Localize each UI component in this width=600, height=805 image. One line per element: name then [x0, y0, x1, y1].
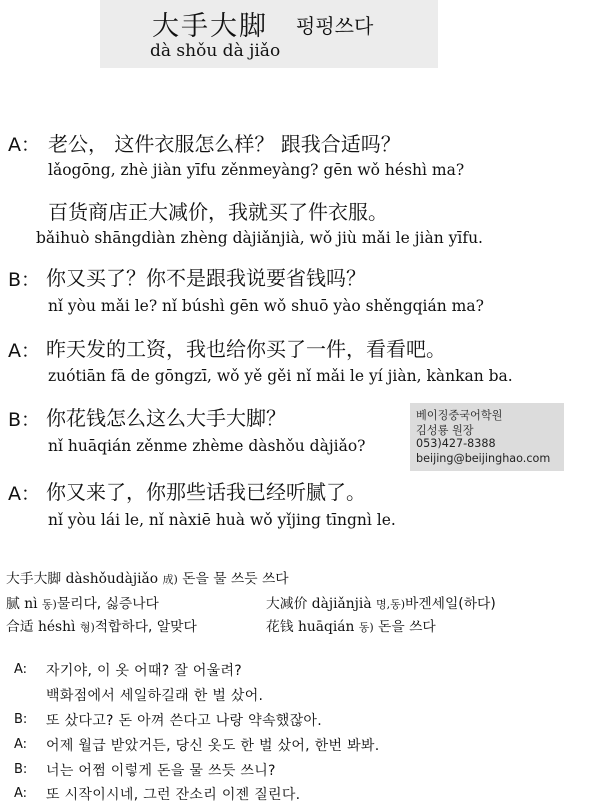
- dialogue-pinyin-line: nǐ yòu lái le, nǐ nàxiē huà wǒ yǐjing tīngnì le.: [48, 511, 396, 529]
- translation-line: 너는 어쩜 이렇게 돈을 물 쓰듯 쓰니?: [46, 763, 276, 779]
- dialogue-speaker: B：: [8, 269, 41, 291]
- vocab-tag: 동): [358, 621, 374, 634]
- vocab-word: 腻: [6, 596, 20, 612]
- vocab-entry: [266, 615, 436, 635]
- translation-line: 또 샀다고? 돈 아껴 쓴다고 나랑 약속했잖아.: [46, 713, 322, 729]
- dialogue-chinese-line: 昨天发的工资，我也给你买了一件，看看吧。: [46, 337, 446, 361]
- dialogue-speaker: A：: [8, 340, 40, 362]
- title-chinese: 大手大脚: [152, 11, 268, 42]
- vocab-pinyin: héshì: [37, 619, 76, 635]
- dialogue-chinese-line: 你又来了，你那些话我已经听腻了。: [46, 480, 366, 504]
- vocab-pinyin: nì: [24, 596, 38, 612]
- vocab-pinyin: huāqián: [297, 619, 355, 635]
- translation-speaker: A:: [14, 737, 28, 752]
- vocab-entry: [6, 567, 289, 587]
- vocab-entry: [266, 592, 496, 612]
- dialogue-speaker: A：: [8, 483, 40, 505]
- vocab-meaning: 돈을 쓰다: [378, 619, 436, 635]
- dialogue-pinyin-line: bǎihuò shāngdiàn zhèng dàjiǎnjià, wǒ jiù mǎi le jiàn yīfu.: [36, 229, 483, 247]
- title-pinyin: dà shǒu dà jiǎo: [150, 41, 281, 61]
- vocab-entry: [6, 615, 197, 635]
- dialogue-pinyin-line: nǐ huāqián zěnme zhème dàshǒu dàjiǎo?: [48, 437, 366, 455]
- translation-line: 어제 월급 받았거든, 당신 옷도 한 벌 샀어, 한번 봐봐.: [46, 738, 380, 754]
- dialogue-chinese-line: 老公， 这件衣服怎么样？ 跟我合适吗？: [48, 132, 401, 156]
- vocab-word: 大手大脚: [6, 571, 62, 587]
- dialogue-chinese-line: 你又买了？你不是跟我说要省钱吗？: [46, 266, 366, 290]
- vocab-meaning: 바겐세일(하다): [405, 596, 496, 612]
- vocab-meaning: 물리다, 싫증나다: [56, 596, 159, 612]
- vocab-tag: 명,동): [375, 598, 405, 611]
- vocab-entry: [6, 592, 159, 612]
- vocab-meaning: 돈을 물 쓰듯 쓰다: [182, 571, 289, 587]
- vocab-word: 花钱: [266, 619, 294, 635]
- phone-number: 053)427-8388: [416, 437, 496, 450]
- translation-line: 자기야, 이 옷 어때? 잘 어울려?: [46, 663, 243, 679]
- vocab-word: 合适: [6, 619, 34, 635]
- vocab-tag: 형): [79, 621, 95, 634]
- vocab-tag: 成): [162, 573, 178, 586]
- dialogue-chinese-line: 你花钱怎么这么大手大脚？: [46, 406, 286, 430]
- translation-speaker: A:: [14, 786, 28, 801]
- director-name: 김성룡 원장: [416, 424, 474, 437]
- translation-line: 또 시작이시네, 그런 잔소리 이젠 질린다.: [46, 787, 301, 803]
- dialogue-pinyin-line: zuótiān fā de gōngzī, wǒ yě gěi nǐ mǎi le yí jiàn, kànkan ba.: [48, 367, 513, 385]
- dialogue-pinyin-line: nǐ yòu mǎi le? nǐ búshì gēn wǒ shuō yào shěngqián ma?: [48, 297, 484, 315]
- translation-speaker: A:: [14, 662, 28, 677]
- vocab-meaning: 적합하다, 알맞다: [94, 619, 197, 635]
- translation-speaker: B:: [14, 762, 28, 777]
- dialogue-chinese-line: 百货商店正大减价，我就买了件衣服。: [48, 200, 388, 224]
- translation-speaker: B:: [14, 712, 28, 727]
- dialogue-pinyin-line: lǎogōng, zhè jiàn yīfu zěnmeyàng? gēn wǒ héshì ma?: [48, 161, 465, 179]
- vocab-word: 大减价: [266, 596, 308, 612]
- translation-line: 백화점에서 세일하길래 한 벌 샀어.: [46, 688, 264, 704]
- title-korean: 펑펑쓰다: [296, 14, 374, 38]
- email-address: beijing@beijinghao.com: [416, 452, 551, 465]
- dialogue-speaker: B：: [8, 409, 41, 431]
- dialogue-speaker: A：: [8, 134, 40, 156]
- vocab-pinyin: dàshǒudàjiǎo: [65, 571, 159, 587]
- vocab-tag: 동): [41, 598, 57, 611]
- academy-name: 베이징중국어학원: [416, 409, 503, 422]
- vocab-pinyin: dàjiǎnjià: [311, 596, 372, 612]
